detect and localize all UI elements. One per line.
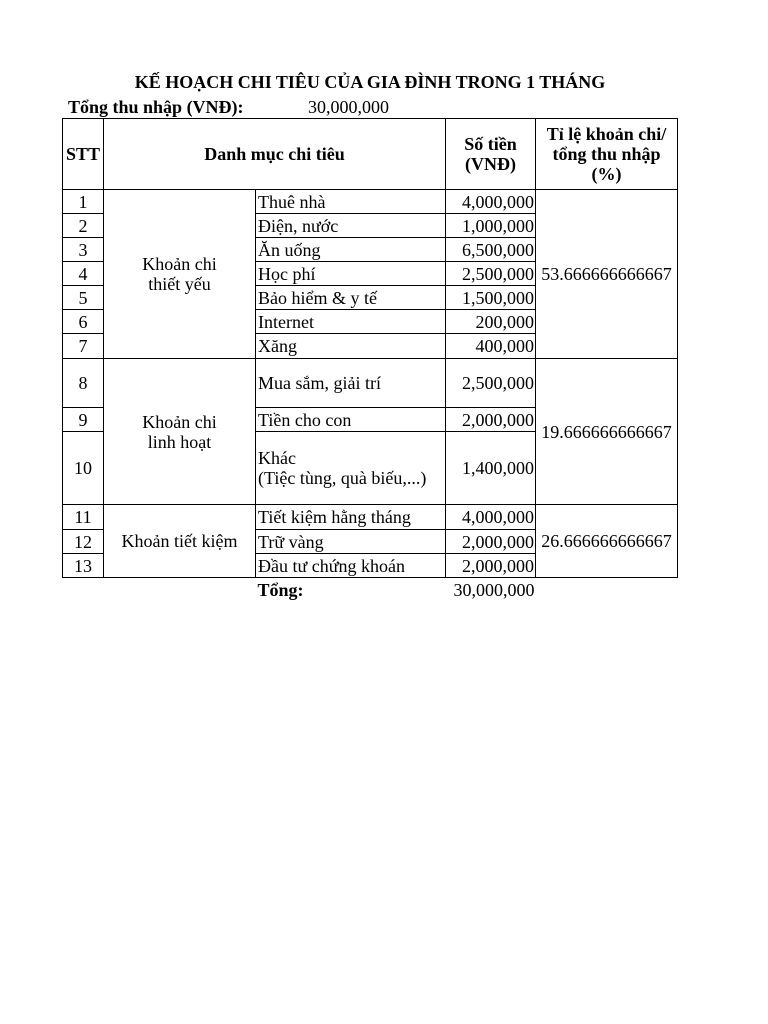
header-stt: STT	[63, 119, 104, 190]
group-flexible-name-line2: linh hoạt	[147, 431, 212, 452]
group-flexible-ratio: 19.666666666667	[536, 359, 678, 505]
row-item-name: Học phí	[256, 262, 446, 286]
row-item-name: Tiết kiệm hằng tháng	[256, 505, 446, 530]
group-savings-name: Khoản tiết kiệm	[104, 505, 256, 578]
row-item-name: Trữ vàng	[256, 530, 446, 554]
header-amount-line2: (VNĐ)	[465, 154, 516, 174]
total-spacer	[104, 578, 256, 602]
row-amount: 4,000,000	[446, 190, 536, 214]
group-savings-ratio: 26.666666666667	[536, 505, 678, 578]
row-item-name: Điện, nước	[256, 214, 446, 238]
row-item-name	[256, 432, 446, 505]
header-ratio-line3: (%)	[591, 164, 622, 184]
group-essential-ratio: 53.666666666667	[536, 190, 678, 359]
row-amount: 4,000,000	[446, 505, 536, 530]
row-item-name-line1: Khác	[258, 448, 296, 468]
header-amount	[446, 119, 536, 190]
total-spacer	[63, 578, 104, 602]
row-item-name: Bảo hiểm & y tế	[256, 286, 446, 310]
row-item-name: Thuê nhà	[256, 190, 446, 214]
row-stt: 4	[63, 262, 104, 286]
row-item-name: Mua sắm, giải trí	[256, 359, 446, 408]
row-amount: 6,500,000	[446, 238, 536, 262]
row-item-name: Đầu tư chứng khoán	[256, 554, 446, 578]
header-ratio-line1: Tỉ lệ khoản chi/	[546, 124, 667, 144]
row-amount: 1,000,000	[446, 214, 536, 238]
table-header-row	[63, 119, 678, 190]
row-item-name: Ăn uống	[256, 238, 446, 262]
budget-table	[62, 118, 678, 602]
row-stt: 5	[63, 286, 104, 310]
row-stt: 6	[63, 310, 104, 334]
row-item-name: Internet	[256, 310, 446, 334]
page-title: KẾ HOẠCH CHI TIÊU CỦA GIA ĐÌNH TRONG 1 THÁNG	[134, 72, 606, 92]
row-stt: 12	[63, 530, 104, 554]
table-row	[63, 359, 678, 408]
header-category: Danh mục chi tiêu	[104, 119, 446, 190]
row-item-name-line2: (Tiệc tùng, quà biếu,...)	[258, 468, 427, 488]
total-row	[63, 578, 678, 602]
total-spacer	[536, 578, 678, 602]
row-amount: 2,500,000	[446, 262, 536, 286]
row-stt: 1	[63, 190, 104, 214]
total-value: 30,000,000	[453, 579, 535, 600]
group-flexible-name-line1: Khoản chi	[142, 411, 217, 432]
row-stt: 7	[63, 334, 104, 359]
row-stt: 3	[63, 238, 104, 262]
row-amount: 1,500,000	[446, 286, 536, 310]
header-ratio-line2: tổng thu nhập	[552, 144, 661, 164]
group-essential-name-line1: Khoản chi	[142, 254, 217, 274]
row-stt: 8	[63, 359, 104, 408]
row-stt: 2	[63, 214, 104, 238]
income-value: 30,000,000	[308, 97, 389, 117]
group-essential-name	[104, 190, 256, 359]
row-amount: 400,000	[446, 334, 536, 359]
row-stt: 11	[63, 505, 104, 530]
header-amount-line1: Số tiền	[464, 134, 517, 154]
row-amount: 1,400,000	[446, 432, 536, 505]
group-flexible-name	[104, 359, 256, 505]
group-essential-name-line2: thiết yếu	[148, 274, 211, 294]
row-amount: 2,000,000	[446, 530, 536, 554]
row-stt: 13	[63, 554, 104, 578]
header-ratio	[536, 119, 678, 190]
table-row	[63, 505, 678, 530]
row-amount: 2,000,000	[446, 408, 536, 432]
row-amount: 2,000,000	[446, 554, 536, 578]
row-amount: 2,500,000	[446, 359, 536, 408]
row-item-name: Tiền cho con	[256, 408, 446, 432]
total-label: Tổng:	[257, 579, 304, 600]
income-label: Tổng thu nhập (VNĐ):	[68, 97, 244, 117]
row-stt: 9	[63, 408, 104, 432]
row-amount: 200,000	[446, 310, 536, 334]
row-item-name: Xăng	[256, 334, 446, 359]
table-row	[63, 190, 678, 214]
row-stt: 10	[63, 432, 104, 505]
